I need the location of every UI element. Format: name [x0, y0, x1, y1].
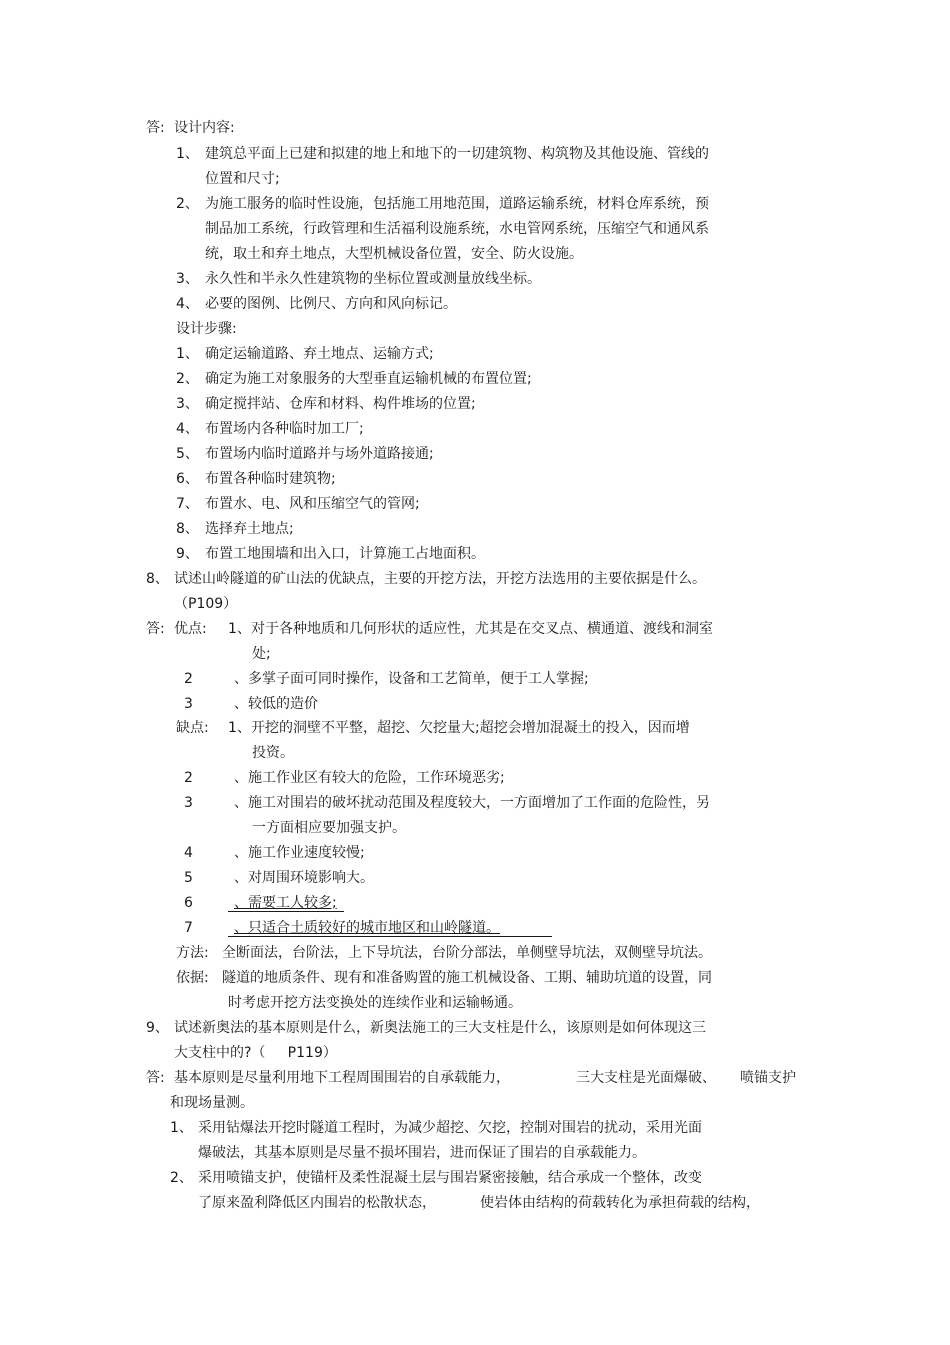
pros-text: 、多掌子面可同时操作，设备和工艺简单，便于工人掌握; — [234, 671, 589, 687]
pros-text: 、对于各种地质和几何形状的适应性，尤其是在交叉点、横通道、渡线和洞室 — [237, 621, 713, 637]
step-text: 确定运输道路、弃土地点、运输方式; — [205, 346, 434, 362]
content-text: 永久性和半永久性建筑物的坐标位置或测量放线坐标。 — [205, 271, 541, 287]
step-number: 6、 — [176, 471, 199, 487]
cons-number: 7 — [184, 920, 193, 936]
cons-label: 缺点: — [176, 720, 209, 736]
step-number: 3、 — [176, 396, 199, 412]
content-number: 4、 — [176, 296, 199, 312]
step-number: 9、 — [176, 546, 199, 562]
content-text: 建筑总平面上已建和拟建的地上和地下的一切建筑物、构筑物及其他设施、管线的 — [205, 146, 709, 162]
question-text: 试述新奥法的基本原则是什么，新奥法施工的三大支柱是什么，该原则是如何体现这三 — [174, 1020, 706, 1036]
item-text: 采用钻爆法开挖时隧道工程时，为减少超挖、欠挖，控制对围岩的扰动，采用光面 — [198, 1120, 702, 1136]
content-heading: 设计内容: — [174, 120, 235, 136]
item-text: 使岩体由结构的荷载转化为承担荷载的结构， — [480, 1195, 760, 1211]
answer-text: 喷锚支护 — [740, 1070, 796, 1086]
cons-text: 、施工对围岩的破坏扰动范围及程度较大，一方面增加了工作面的危险性，另 — [234, 795, 710, 811]
content-text: 统，取土和弃土地点，大型机械设备位置，安全、防火设施。 — [205, 246, 583, 262]
content-number: 2、 — [176, 196, 199, 212]
methods-text: 全断面法，台阶法，上下导坑法，台阶分部法，单侧壁导坑法，双侧壁导坑法。 — [222, 945, 712, 961]
step-number: 8、 — [176, 521, 199, 537]
answer-text: 基本原则是尽量利用地下工程周围围岩的自承载能力， — [174, 1070, 510, 1086]
cons-number: 3 — [184, 795, 193, 811]
item-text: 了原来盈利降低区内围岩的松散状态， — [198, 1195, 436, 1211]
step-number: 1、 — [176, 346, 199, 362]
content-number: 1、 — [176, 146, 199, 162]
content-number: 3、 — [176, 271, 199, 287]
cons-text: 、施工作业区有较大的危险，工作环境恶劣; — [234, 770, 505, 786]
answer-text: 三大支柱是光面爆破、 — [576, 1070, 716, 1086]
question-number: 9、 — [146, 1020, 169, 1036]
question-text: 大支柱中的?（ P119） — [174, 1045, 337, 1061]
step-text: 选择弃土地点; — [205, 521, 294, 537]
cons-number: 1 — [228, 720, 237, 736]
item-number: 2、 — [170, 1170, 193, 1186]
steps-heading: 设计步骤: — [176, 321, 237, 337]
question-text: 试述山岭隧道的矿山法的优缺点，主要的开挖方法，开挖方法选用的主要依据是什么。 — [174, 571, 706, 587]
pros-number: 2 — [184, 671, 193, 687]
step-number: 2、 — [176, 371, 199, 387]
basis-label: 依据: — [176, 970, 209, 986]
step-text: 布置场内各种临时加工厂; — [205, 421, 364, 437]
pros-number: 1 — [228, 621, 237, 637]
answer-label: 答: — [146, 1070, 165, 1086]
item-text: 采用喷锚支护，使锚杆及柔性混凝土层与围岩紧密接触，结合承成一个整体，改变 — [198, 1170, 702, 1186]
underline-rule — [228, 936, 552, 937]
step-text: 布置水、电、风和压缩空气的管网; — [205, 496, 420, 512]
page-reference: （P109） — [174, 596, 238, 612]
methods-label: 方法: — [176, 945, 209, 961]
step-text: 布置各种临时建筑物; — [205, 471, 336, 487]
pros-number: 3 — [184, 696, 193, 712]
step-text: 确定为施工对象服务的大型垂直运输机械的布置位置; — [205, 371, 532, 387]
cons-text: 、开挖的洞壁不平整，超挖、欠挖量大;超挖会增加混凝土的投入，因而增 — [237, 720, 690, 736]
item-number: 1、 — [170, 1120, 193, 1136]
cons-number: 5 — [184, 870, 193, 886]
cons-text: 、需要工人较多; — [234, 895, 337, 911]
question-number: 8、 — [146, 571, 169, 587]
cons-text: 、只适合土质较好的城市地区和山岭隧道。 — [234, 920, 500, 936]
step-number: 4、 — [176, 421, 199, 437]
answer-text: 和现场量测。 — [170, 1095, 254, 1111]
basis-text: 隧道的地质条件、现有和准备购置的施工机械设备、工期、辅助坑道的设置，同 — [222, 970, 712, 986]
underline-rule — [228, 911, 344, 912]
content-text: 为施工服务的临时性设施，包括施工用地范围，道路运输系统，材料仓库系统，预 — [205, 196, 709, 212]
content-text: 必要的图例、比例尺、方向和风向标记。 — [205, 296, 457, 312]
step-text: 布置场内临时道路并与场外道路接通; — [205, 446, 434, 462]
item-text: 爆破法，其基本原则是尽量不损坏围岩，进而保证了围岩的自承载能力。 — [198, 1145, 646, 1161]
step-number: 7、 — [176, 496, 199, 512]
cons-number: 4 — [184, 845, 193, 861]
content-text: 制品加工系统，行政管理和生活福利设施系统，水电管网系统，压缩空气和通风系 — [205, 221, 709, 237]
cons-text: 一方面相应要加强支护。 — [252, 820, 406, 836]
pros-label: 优点: — [174, 621, 207, 637]
cons-number: 2 — [184, 770, 193, 786]
pros-text: 、较低的造价 — [234, 696, 318, 712]
cons-text: 投资。 — [252, 745, 294, 761]
cons-number: 6 — [184, 895, 193, 911]
basis-text: 时考虑开挖方法变换处的连续作业和运输畅通。 — [228, 995, 522, 1011]
answer-label: 答: — [146, 621, 165, 637]
cons-text: 、对周围环境影响大。 — [234, 870, 374, 886]
answer-label: 答: — [146, 120, 165, 136]
cons-text: 、施工作业速度较慢; — [234, 845, 365, 861]
step-number: 5、 — [176, 446, 199, 462]
pros-text: 处; — [252, 646, 271, 662]
step-text: 布置工地围墙和出入口，计算施工占地面积。 — [205, 546, 485, 562]
step-text: 确定搅拌站、仓库和材料、构件堆场的位置; — [205, 396, 476, 412]
content-text: 位置和尺寸; — [205, 171, 280, 187]
